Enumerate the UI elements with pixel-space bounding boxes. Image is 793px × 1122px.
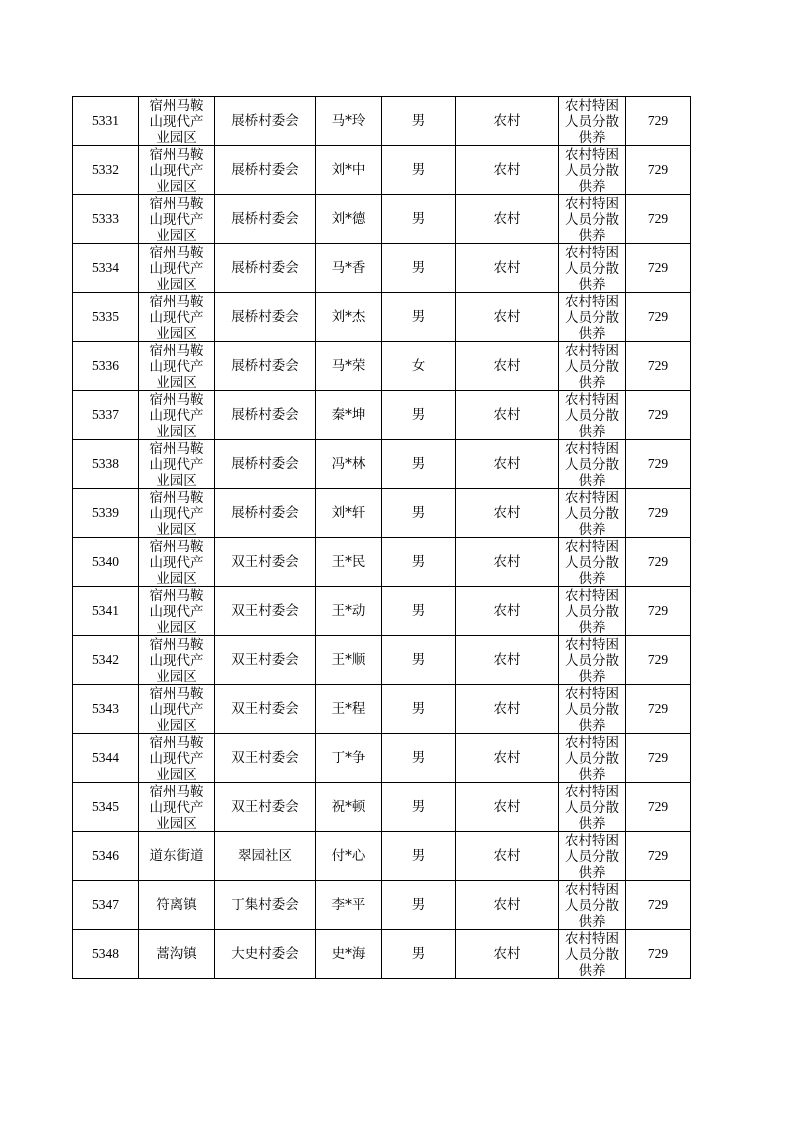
village-cell: 展桥村委会 [215, 97, 316, 146]
amount-cell: 729 [626, 342, 691, 391]
village-cell: 展桥村委会 [215, 489, 316, 538]
relief-roster-table [72, 96, 691, 979]
serial-number-cell: 5344 [73, 734, 139, 783]
village-cell: 双王村委会 [215, 538, 316, 587]
town-cell-text: 宿州马鞍山现代产业园区 [149, 343, 204, 390]
category-cell-text: 农村特困人员分散供养 [565, 637, 619, 684]
serial-number-cell: 5345 [73, 783, 139, 832]
table-row [73, 636, 691, 685]
area-type-cell: 农村 [456, 440, 559, 489]
amount-cell: 729 [626, 783, 691, 832]
person-name-cell: 付*心 [316, 832, 382, 881]
table-row [73, 538, 691, 587]
table-row [73, 587, 691, 636]
town-cell [139, 342, 215, 391]
serial-number-cell: 5337 [73, 391, 139, 440]
area-type-cell: 农村 [456, 244, 559, 293]
table-row [73, 489, 691, 538]
person-name-cell: 丁*争 [316, 734, 382, 783]
town-cell [139, 685, 215, 734]
amount-cell: 729 [626, 195, 691, 244]
person-name-cell: 秦*坤 [316, 391, 382, 440]
category-cell-text: 农村特困人员分散供养 [565, 588, 619, 635]
gender-cell: 男 [382, 685, 456, 734]
amount-cell: 729 [626, 391, 691, 440]
category-cell [559, 489, 626, 538]
amount-cell: 729 [626, 587, 691, 636]
person-name-cell: 王*动 [316, 587, 382, 636]
village-cell: 展桥村委会 [215, 146, 316, 195]
table-row [73, 97, 691, 146]
serial-number-cell: 5338 [73, 440, 139, 489]
town-cell-text: 宿州马鞍山现代产业园区 [149, 245, 204, 292]
town-cell [139, 489, 215, 538]
category-cell-text: 农村特困人员分散供养 [565, 833, 619, 880]
gender-cell: 男 [382, 636, 456, 685]
category-cell [559, 783, 626, 832]
amount-cell: 729 [626, 293, 691, 342]
category-cell-text: 农村特困人员分散供养 [565, 735, 619, 782]
category-cell [559, 636, 626, 685]
area-type-cell: 农村 [456, 538, 559, 587]
person-name-cell: 史*海 [316, 930, 382, 979]
town-cell [139, 244, 215, 293]
amount-cell: 729 [626, 538, 691, 587]
area-type-cell: 农村 [456, 783, 559, 832]
village-cell: 展桥村委会 [215, 342, 316, 391]
town-cell: 道东街道 [139, 832, 215, 881]
village-cell: 双王村委会 [215, 734, 316, 783]
serial-number-cell: 5347 [73, 881, 139, 930]
table-row [73, 293, 691, 342]
town-cell-text: 宿州马鞍山现代产业园区 [149, 441, 204, 488]
person-name-cell: 王*顺 [316, 636, 382, 685]
table-row [73, 734, 691, 783]
area-type-cell: 农村 [456, 832, 559, 881]
gender-cell: 男 [382, 930, 456, 979]
town-cell [139, 734, 215, 783]
gender-cell: 男 [382, 195, 456, 244]
gender-cell: 男 [382, 734, 456, 783]
area-type-cell: 农村 [456, 293, 559, 342]
amount-cell: 729 [626, 489, 691, 538]
category-cell-text: 农村特困人员分散供养 [565, 784, 619, 831]
village-cell: 展桥村委会 [215, 195, 316, 244]
village-cell: 双王村委会 [215, 636, 316, 685]
gender-cell: 男 [382, 489, 456, 538]
person-name-cell: 祝*顿 [316, 783, 382, 832]
amount-cell: 729 [626, 881, 691, 930]
town-cell [139, 538, 215, 587]
village-cell: 展桥村委会 [215, 244, 316, 293]
person-name-cell: 马*玲 [316, 97, 382, 146]
serial-number-cell: 5332 [73, 146, 139, 195]
area-type-cell: 农村 [456, 146, 559, 195]
area-type-cell: 农村 [456, 685, 559, 734]
person-name-cell: 李*平 [316, 881, 382, 930]
serial-number-cell: 5334 [73, 244, 139, 293]
town-cell [139, 440, 215, 489]
town-cell-text: 宿州马鞍山现代产业园区 [149, 196, 204, 243]
area-type-cell: 农村 [456, 489, 559, 538]
category-cell-text: 农村特困人员分散供养 [565, 539, 619, 586]
town-cell [139, 587, 215, 636]
area-type-cell: 农村 [456, 587, 559, 636]
amount-cell: 729 [626, 832, 691, 881]
village-cell: 大史村委会 [215, 930, 316, 979]
town-cell-text: 宿州马鞍山现代产业园区 [149, 539, 204, 586]
person-name-cell: 刘*杰 [316, 293, 382, 342]
town-cell [139, 391, 215, 440]
serial-number-cell: 5336 [73, 342, 139, 391]
area-type-cell: 农村 [456, 881, 559, 930]
category-cell [559, 734, 626, 783]
category-cell [559, 342, 626, 391]
village-cell: 双王村委会 [215, 587, 316, 636]
area-type-cell: 农村 [456, 97, 559, 146]
serial-number-cell: 5343 [73, 685, 139, 734]
category-cell [559, 930, 626, 979]
category-cell [559, 587, 626, 636]
town-cell: 符离镇 [139, 881, 215, 930]
table-row [73, 342, 691, 391]
category-cell-text: 农村特困人员分散供养 [565, 392, 619, 439]
table-row [73, 391, 691, 440]
category-cell [559, 832, 626, 881]
category-cell [559, 244, 626, 293]
area-type-cell: 农村 [456, 391, 559, 440]
person-name-cell: 马*荣 [316, 342, 382, 391]
category-cell-text: 农村特困人员分散供养 [565, 686, 619, 733]
table-row [73, 146, 691, 195]
town-cell-text: 宿州马鞍山现代产业园区 [149, 294, 204, 341]
person-name-cell: 马*香 [316, 244, 382, 293]
category-cell-text: 农村特困人员分散供养 [565, 931, 619, 978]
gender-cell: 男 [382, 881, 456, 930]
amount-cell: 729 [626, 146, 691, 195]
table-row [73, 783, 691, 832]
village-cell: 双王村委会 [215, 783, 316, 832]
person-name-cell: 王*程 [316, 685, 382, 734]
category-cell [559, 195, 626, 244]
serial-number-cell: 5340 [73, 538, 139, 587]
serial-number-cell: 5339 [73, 489, 139, 538]
gender-cell: 男 [382, 440, 456, 489]
category-cell-text: 农村特困人员分散供养 [565, 245, 619, 292]
category-cell-text: 农村特困人员分散供养 [565, 294, 619, 341]
amount-cell: 729 [626, 636, 691, 685]
amount-cell: 729 [626, 440, 691, 489]
area-type-cell: 农村 [456, 195, 559, 244]
town-cell-text: 宿州马鞍山现代产业园区 [149, 147, 204, 194]
village-cell: 双王村委会 [215, 685, 316, 734]
town-cell [139, 195, 215, 244]
amount-cell: 729 [626, 734, 691, 783]
table-row [73, 685, 691, 734]
category-cell [559, 97, 626, 146]
gender-cell: 男 [382, 832, 456, 881]
amount-cell: 729 [626, 97, 691, 146]
category-cell-text: 农村特困人员分散供养 [565, 147, 619, 194]
category-cell [559, 146, 626, 195]
serial-number-cell: 5342 [73, 636, 139, 685]
category-cell-text: 农村特困人员分散供养 [565, 882, 619, 929]
person-name-cell: 王*民 [316, 538, 382, 587]
category-cell [559, 685, 626, 734]
gender-cell: 女 [382, 342, 456, 391]
village-cell: 展桥村委会 [215, 391, 316, 440]
town-cell-text: 宿州马鞍山现代产业园区 [149, 686, 204, 733]
table-row [73, 881, 691, 930]
town-cell-text: 宿州马鞍山现代产业园区 [149, 735, 204, 782]
serial-number-cell: 5348 [73, 930, 139, 979]
gender-cell: 男 [382, 538, 456, 587]
gender-cell: 男 [382, 244, 456, 293]
person-name-cell: 刘*轩 [316, 489, 382, 538]
table-row [73, 440, 691, 489]
town-cell-text: 宿州马鞍山现代产业园区 [149, 588, 204, 635]
area-type-cell: 农村 [456, 734, 559, 783]
area-type-cell: 农村 [456, 636, 559, 685]
serial-number-cell: 5331 [73, 97, 139, 146]
serial-number-cell: 5333 [73, 195, 139, 244]
category-cell-text: 农村特困人员分散供养 [565, 98, 619, 145]
village-cell: 丁集村委会 [215, 881, 316, 930]
table-row [73, 930, 691, 979]
person-name-cell: 刘*中 [316, 146, 382, 195]
category-cell [559, 293, 626, 342]
amount-cell: 729 [626, 930, 691, 979]
village-cell: 展桥村委会 [215, 293, 316, 342]
table-row [73, 832, 691, 881]
serial-number-cell: 5335 [73, 293, 139, 342]
category-cell [559, 881, 626, 930]
town-cell-text: 宿州马鞍山现代产业园区 [149, 98, 204, 145]
amount-cell: 729 [626, 244, 691, 293]
category-cell-text: 农村特困人员分散供养 [565, 441, 619, 488]
category-cell [559, 440, 626, 489]
gender-cell: 男 [382, 783, 456, 832]
amount-cell: 729 [626, 685, 691, 734]
gender-cell: 男 [382, 587, 456, 636]
town-cell: 蒿沟镇 [139, 930, 215, 979]
person-name-cell: 刘*德 [316, 195, 382, 244]
category-cell-text: 农村特困人员分散供养 [565, 490, 619, 537]
town-cell [139, 636, 215, 685]
town-cell-text: 宿州马鞍山现代产业园区 [149, 392, 204, 439]
category-cell-text: 农村特困人员分散供养 [565, 343, 619, 390]
town-cell [139, 783, 215, 832]
town-cell-text: 宿州马鞍山现代产业园区 [149, 490, 204, 537]
town-cell-text: 宿州马鞍山现代产业园区 [149, 784, 204, 831]
gender-cell: 男 [382, 146, 456, 195]
category-cell-text: 农村特困人员分散供养 [565, 196, 619, 243]
person-name-cell: 冯*林 [316, 440, 382, 489]
area-type-cell: 农村 [456, 342, 559, 391]
gender-cell: 男 [382, 97, 456, 146]
village-cell: 展桥村委会 [215, 440, 316, 489]
serial-number-cell: 5341 [73, 587, 139, 636]
town-cell [139, 146, 215, 195]
table-body [73, 97, 691, 979]
town-cell-text: 宿州马鞍山现代产业园区 [149, 637, 204, 684]
category-cell [559, 538, 626, 587]
serial-number-cell: 5346 [73, 832, 139, 881]
table-row [73, 244, 691, 293]
village-cell: 翠园社区 [215, 832, 316, 881]
gender-cell: 男 [382, 293, 456, 342]
town-cell [139, 293, 215, 342]
area-type-cell: 农村 [456, 930, 559, 979]
town-cell [139, 97, 215, 146]
gender-cell: 男 [382, 391, 456, 440]
category-cell [559, 391, 626, 440]
table-row [73, 195, 691, 244]
